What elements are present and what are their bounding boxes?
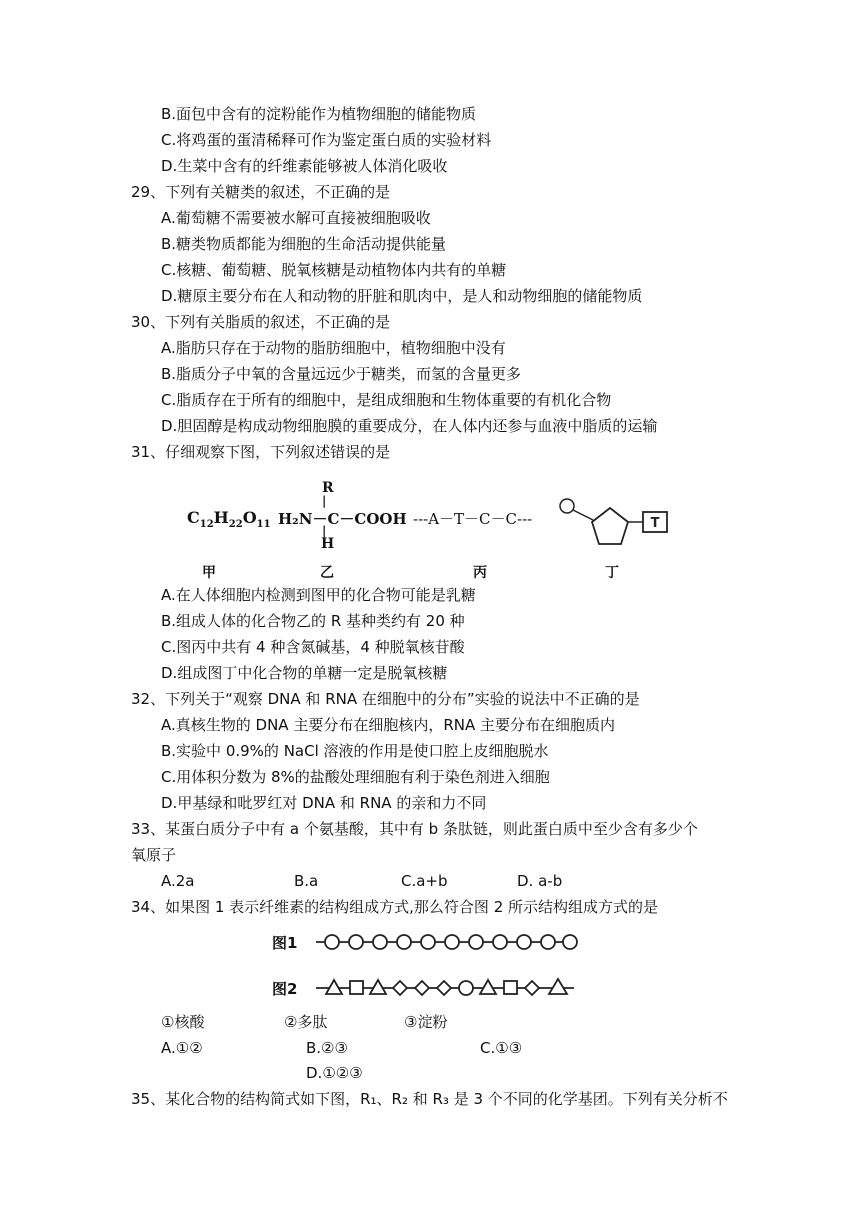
q29-option-c: C.核糖、葡萄糖、脱氧核糖是动植物体内共有的单糖 [161, 261, 507, 279]
label-yi: 乙 [320, 565, 334, 581]
q30-option-b: B.脂质分子中氧的含量远远少于糖类，而氢的含量更多 [161, 365, 522, 383]
fig1-label: 图1 [272, 934, 298, 952]
q33-stem-line1: 33、某蛋白质分子中有 a 个氨基酸，其中有 b 条肽链，则此蛋白质中至少含有多少个 [131, 820, 698, 838]
q31-option-d: D.组成图丁中化合物的单糖一定是脱氧核糖 [161, 664, 448, 682]
q31-figure [180, 478, 680, 581]
q29-option-d: D.糖原主要分布在人和动物的肝脏和肌肉中，是人和动物细胞的储能物质 [161, 287, 643, 305]
q33-option-d: D. a-b [517, 872, 563, 890]
q29-option-a: A.葡萄糖不需要被水解可直接被细胞吸收 [161, 209, 431, 227]
q35-stem: 35、某化合物的结构简式如下图，R₁、R₂ 和 R₃ 是 3 个不同的化学基团。下列有关分析不 [131, 1090, 728, 1108]
q31-option-a: A.在人体细胞内检测到图甲的化合物可能是乳糖 [161, 586, 476, 604]
q31-option-c: C.图丙中共有 4 种含氮碱基，4 种脱氧核苷酸 [161, 638, 465, 656]
q32-option-b: B.实验中 0.9%的 NaCl 溶液的作用是使口腔上皮细胞脱水 [161, 742, 549, 760]
q28-option-b: B.面包中含有的淀粉能作为植物细胞的储能物质 [161, 105, 477, 123]
q34-option-b: B.②③ [306, 1039, 348, 1057]
q34-item-3: ③淀粉 [404, 1013, 448, 1031]
fig2-label: 图2 [272, 980, 298, 998]
fig2-chain [326, 979, 567, 995]
q32-option-c: C.用体积分数为 8%的盐酸处理细胞有利于染色剂进入细胞 [161, 768, 550, 786]
q34-option-d: D.①②③ [306, 1064, 363, 1082]
q31-option-b: B.组成人体的化合物乙的 R 基种类约有 20 种 [161, 612, 465, 630]
label-bing: 丙 [473, 565, 487, 581]
q31-stem: 31、仔细观察下图，下列叙述错误的是 [131, 443, 391, 461]
q32-option-a: A.真核生物的 DNA 主要分布在细胞核内，RNA 主要分布在细胞质内 [161, 716, 616, 734]
yi-bond-top: | [322, 494, 327, 508]
q32-option-d: D.甲基绿和吡罗红对 DNA 和 RNA 的亲和力不同 [161, 794, 487, 812]
q34-stem: 34、如果图 1 表示纤维素的结构组成方式,那么符合图 2 所示结构组成方式的是 [131, 898, 659, 916]
q34-option-c: C.①③ [480, 1039, 523, 1057]
monomer-chains [312, 928, 592, 1004]
q30-option-d: D.胆固醇是构成动物细胞膜的重要成分，在人体内还参与血液中脂质的运输 [161, 417, 658, 435]
q30-option-a: A.脂肪只存在于动物的脂肪细胞中，植物细胞中没有 [161, 339, 506, 357]
q30-option-c: C.脂质存在于所有的细胞中，是组成细胞和生物体重要的有机化合物 [161, 391, 612, 409]
ding-base-label: T [650, 516, 660, 531]
q34-option-a: A.①② [161, 1039, 203, 1057]
q34-figure [272, 928, 592, 1004]
q28-option-c: C.将鸡蛋的蛋清稀释可作为鉴定蛋白质的实验材料 [161, 131, 492, 149]
q34-item-1: ①核酸 [161, 1013, 205, 1031]
q29-option-b: B.糖类物质都能为细胞的生命活动提供能量 [161, 235, 447, 253]
yi-formula: H₂N－C－COOH [278, 510, 407, 528]
yi-r-group: R [322, 480, 334, 496]
bing-chain: ---A－T－C－C--- [413, 510, 533, 528]
q28-option-d: D.生菜中含有的纤维素能够被人体消化吸收 [161, 157, 448, 175]
nucleotide-diagram [555, 490, 675, 560]
q33-option-c: C.a+b [401, 872, 448, 890]
yi-bond-bottom: | [322, 524, 327, 538]
label-ding: 丁 [605, 565, 619, 581]
q30-stem: 30、下列有关脂质的叙述，不正确的是 [131, 313, 391, 331]
jia-formula: $C_{12}H_{22}O_{11}$ [187, 508, 271, 531]
yi-h: H [321, 536, 335, 552]
q33-option-b: B.a [294, 872, 319, 890]
q33-stem-line2: 氧原子 [131, 846, 177, 864]
label-jia: 甲 [202, 565, 216, 581]
q29-stem: 29、下列有关糖类的叙述，不正确的是 [131, 183, 391, 201]
q34-item-2: ②多肽 [284, 1013, 328, 1031]
q33-option-a: A.2a [161, 872, 195, 890]
q32-stem: 32、下列关于“观察 DNA 和 RNA 在细胞中的分布”实验的说法中不正确的是 [131, 690, 640, 708]
